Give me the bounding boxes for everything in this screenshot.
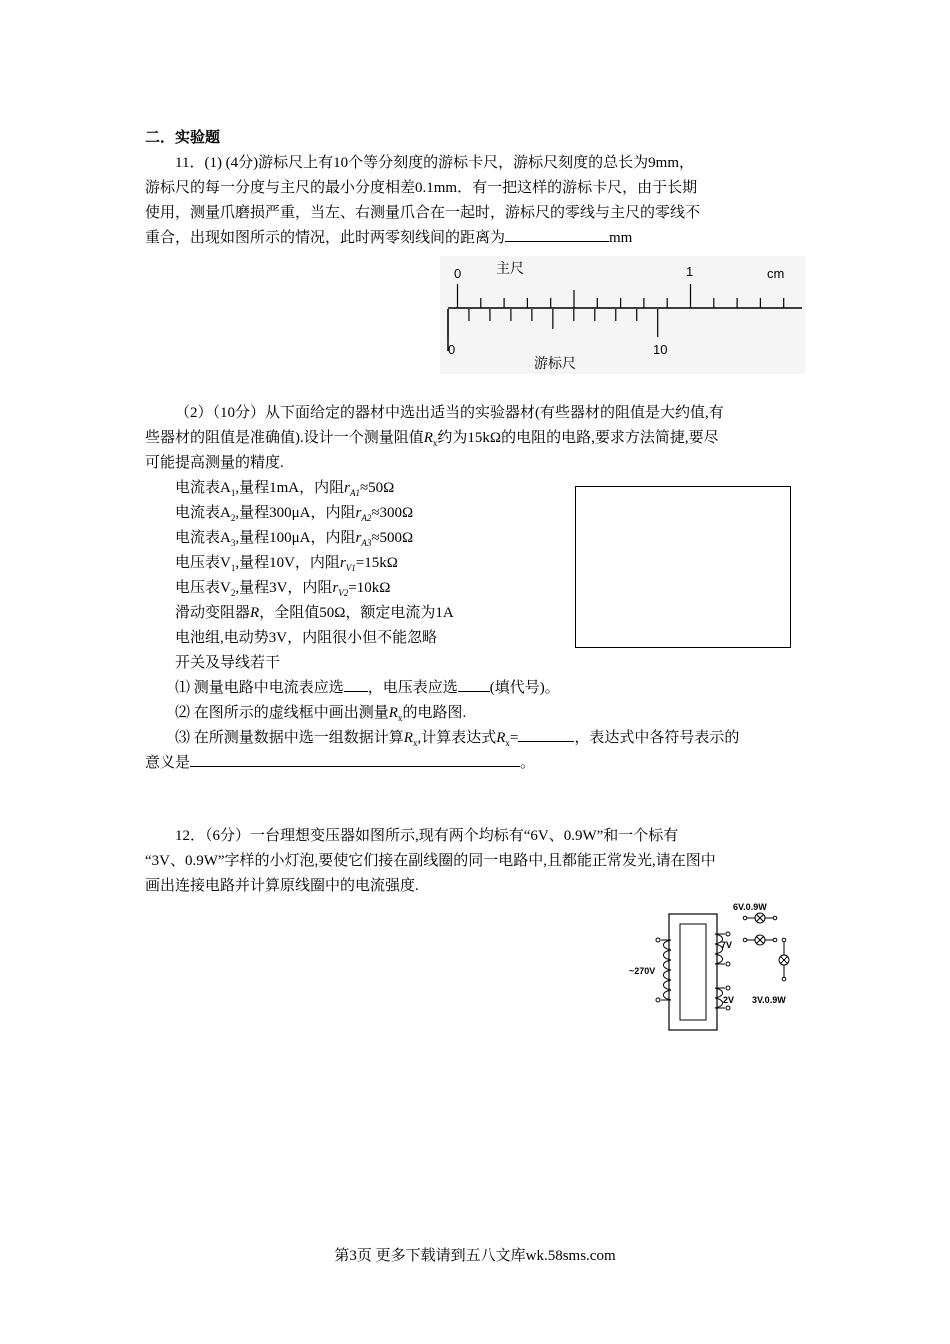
secondary-7v-label: 7V [721,940,733,950]
q12-line-1: 12．（6分）一台理想变压器如图所示,现有两个均标有“6V、0.9W”和一个标有 [175,828,679,844]
unit-label: cm [767,266,785,281]
sec7-terminal-bottom[interactable] [726,962,730,966]
vernier-caliper-figure [440,256,805,374]
primary-voltage-label: ~270V [629,966,656,976]
primary-terminal-top[interactable] [656,938,660,942]
main-scale-one: 1 [686,264,694,279]
equipment-v2: 电压表$V_2$,量程3V，内阻$r_{V2}=10k\Omega$ [175,580,391,598]
main-scale-zero: 0 [454,266,462,281]
secondary-2v-label: 2V [723,995,735,1005]
answer-blank-voltmeter[interactable] [458,677,490,692]
answer-blank-expression[interactable] [518,727,574,742]
equipment-battery: 电池组,电动势3V，内阻很小但不能忽略 [175,630,438,646]
vernier-ten: 10 [653,342,668,357]
rx-symbol: R [423,430,433,446]
q11-part2-line-1: （2）（10分）从下面给定的器材中选出适当的实验器材(有些器材的阻值是大约值,有 [175,405,724,421]
equipment-rheostat: 滑动变阻器R，全阻值50Ω，额定电流为1A [175,605,454,621]
sec7-terminal-top[interactable] [726,932,730,936]
main-scale-label: 主尺 [496,260,524,276]
vernier-zero: 0 [448,342,456,357]
sec2-terminal-bottom[interactable] [726,1006,730,1010]
answer-blank-distance[interactable] [505,227,609,242]
vernier-label: 游标尺 [534,355,576,371]
q11-part2-line-3: 可能提高测量的精度. [145,455,284,471]
sub-question-3: ⑶ 在所测量数据中选一组数据计算$R_x$,计算表达式$R_x=$ ，表达式中各符号表示的 [175,726,739,755]
rx-subscript: x [432,438,438,448]
equipment-a1: 电流表$A_1$,量程1mA，内阻$r_{A1}\approx 50\Omega$ [175,480,395,498]
q11-unit: mm [609,230,633,246]
equipment-a2: 电流表$A_2$,量程300μA，内阻$r_{A2}\approx 300\Omega$ [175,505,414,523]
q11-line-1: 11．(1) (4分)游标尺上有10个等分刻度的游标卡尺，游标尺刻度的总长为9mm， [175,155,695,171]
sec2-terminal-top[interactable] [726,986,730,990]
q12-line-3: 画出连接电路并计算原线圈中的电流强度. [145,878,419,894]
answer-blank-meaning[interactable] [190,752,520,767]
circuit-drawing-box[interactable] [575,486,791,648]
equipment-a3: 电流表$A_3$,量程100μA，内阻$r_{A3}\approx 500\Omega$ [175,530,414,548]
equipment-switch: 开关及导线若干 [175,655,281,671]
sub-question-1: ⑴ 测量电路中电流表应选 ，电压表应选 (填代号)。 [175,676,560,700]
section-title: 二．实验题 [145,130,221,146]
page-footer: 第3页 更多下载请到五八文库wk.58sms.com [334,1248,616,1264]
answer-blank-ammeter[interactable] [344,677,368,692]
transformer-figure [625,900,810,1035]
q11-line-3: 使用，测量爪磨损严重，当左、右测量爪合在一起时，游标尺的零线与主尺的零线不 [145,205,701,221]
lamp-3v[interactable] [779,938,789,981]
sub-question-2: ⑵ 在图所示的虚线框中画出测量$R_x$的电路图. [175,705,467,723]
equipment-v1: 电压表$V_1$,量程10V，内阻$r_{V1}=15k\Omega$ [175,555,398,573]
sub-question-3-cont: 意义是 。 [145,751,535,775]
q11-part2-line-2-text: 些器材的阻值是准确值).设计一个测量阻值 [145,430,424,446]
q11-part2-line-2-tail: 约为15kΩ的电阻的电路,要求方法简捷,要尽 [437,430,719,446]
q12-line-2: “3V、0.9W”字样的小灯泡,要使它们接在副线圈的同一电路中,且都能正常发光,请在图中 [145,853,716,869]
lamp-6v-label: 6V.0.9W [733,902,767,912]
q11-line-4 [145,226,632,250]
q11-line-2: 游标尺的每一分度与主尺的最小分度相差0.1mm．有一把这样的游标卡尺，由于长期 [145,180,698,196]
primary-terminal-bottom[interactable] [656,998,660,1002]
q11-line-4-text: 重合，出现如图所示的情况，此时两零刻线间的距离为 [145,230,506,246]
lamp-6v-2[interactable] [743,935,777,945]
lamp-6v-1[interactable] [743,913,777,923]
lamp-3v-label: 3V.0.9W [752,995,786,1005]
